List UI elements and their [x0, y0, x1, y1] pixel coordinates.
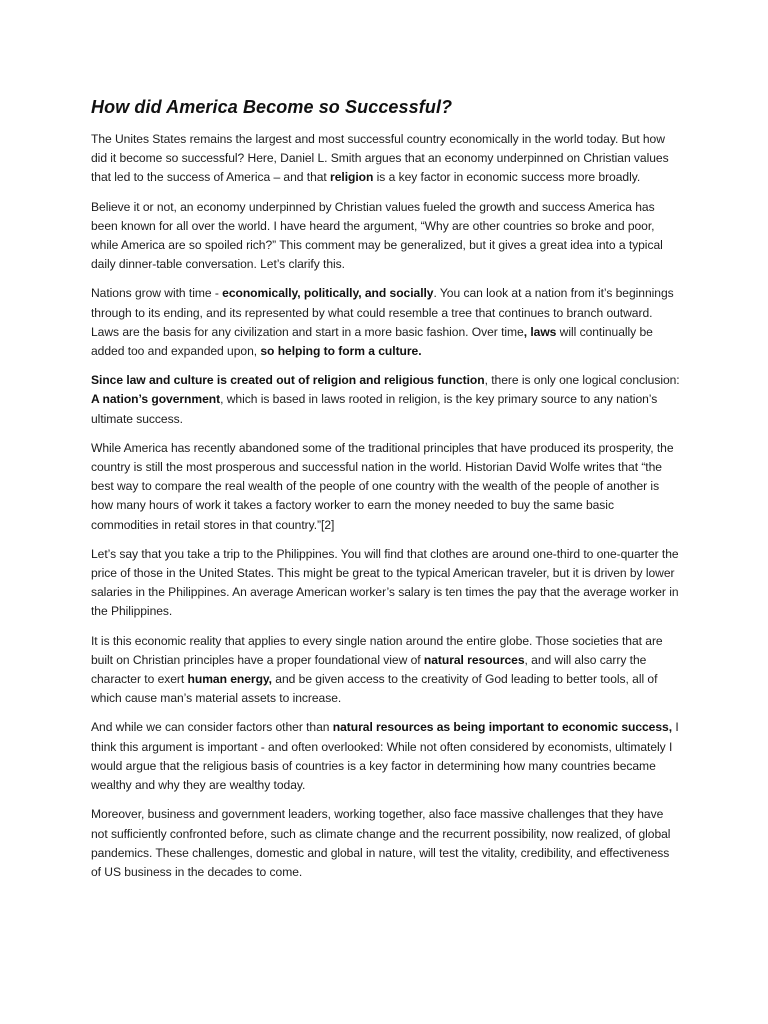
text-run: , there is only one logical conclusion: [484, 373, 680, 388]
bold-text: so helping to form a culture. [260, 344, 422, 359]
bold-text: A nation’s government [91, 392, 221, 407]
bold-text: economically, politically, and socially [222, 286, 434, 301]
text-run: Nations grow with time - [91, 286, 223, 301]
document-page [91, 94, 681, 892]
bold-text: human energy, [187, 672, 272, 687]
paragraph [91, 632, 681, 709]
text-run: and be given access to the creativity of God leading to better tools, all of which cause man’s material assets to increase. [91, 672, 658, 706]
text-run: The Unites States remains the largest and most successful country economically in the world today. But how did it become so successful? Here, Daniel L. Smith argues that an economy underpinned on Christian values that led to the success of America – and that [91, 132, 669, 185]
bold-text: natural resources as being important to economic success, [332, 720, 673, 735]
text-run: I think this argument is important - and often overlooked: While not often considered by economists, ultimately I would argue that the religious basis of countries is a key factor in determining how many countries became wealthy and why they are wealthy today. [91, 720, 679, 793]
document-body [91, 130, 681, 882]
text-run: It is this economic reality that applies to every single nation around the entire globe. Those societies that are built on Christian principles have a proper foundational view of [91, 633, 663, 667]
text-run: . You can look at a nation from it’s beginnings through to its ending, and its represented by what could resemble a tree that continues to branch outward. Laws are the basis for any civilization and start in a more basic fashion. Over time [91, 286, 674, 339]
bold-text: Since law and culture is created out of religion and religious function [91, 373, 485, 388]
text-run: While America has recently abandoned some of the traditional principles that have produced its prosperity, the country is still the most prosperous and successful nation in the world. Historian David Wolfe writes that “the best way to compare the real wealth of the people of one country with the wealth of the people of another is how many hours of work it takes a factory worker to earn the money needed to buy the same basic commodities in retail stores in that country.”[2] [91, 440, 674, 532]
bold-text: religion [330, 170, 374, 185]
paragraph [91, 371, 681, 429]
text-run: is a key factor in economic success more broadly. [373, 170, 641, 185]
bold-text: natural resources [423, 652, 525, 667]
text-run: Let’s say that you take a trip to the Philippines. You will find that clothes are around one-third to one-quarter the price of those in the United States. This might be great to the typical American traveler, but it is driven by lower salaries in the Philippines. An average American worker’s salary is ten times the pay that the average worker in the Philippines. [91, 546, 679, 619]
paragraph [91, 718, 681, 795]
text-run: , and will also carry the character to exert [91, 652, 647, 687]
text-run: , which is based in laws rooted in religion, is the key primary source to any nation’s ultimate success. [91, 392, 658, 426]
text-run: And while we can consider factors other than [91, 720, 333, 735]
paragraph [91, 130, 681, 188]
document-title: How did America Become so Successful? [91, 97, 453, 117]
text-run: will continually be added too and expanded upon, [91, 324, 653, 359]
paragraph [91, 439, 681, 535]
paragraph [91, 198, 681, 275]
text-run: Believe it or not, an economy underpinned by Christian values fueled the growth and success America has been known for all over the world. I have heard the argument, “Why are other countries so broke and poor, while America are so spoiled rich?” This comment may be generalized, but it gives a great idea into a typical daily dinner-table conversation. Let’s clarify this. [91, 199, 663, 272]
text-run: Moreover, business and government leaders, working together, also face massive challenges that they have not sufficiently confronted before, such as climate change and the recurrent possibility, now realized, of global pandemics. These challenges, domestic and global in nature, will test the vitality, credibility, and effectiveness of US business in the decades to come. [91, 807, 671, 879]
bold-text: , laws [523, 324, 557, 339]
paragraph [91, 284, 681, 361]
paragraph [91, 805, 681, 882]
paragraph [91, 545, 681, 622]
